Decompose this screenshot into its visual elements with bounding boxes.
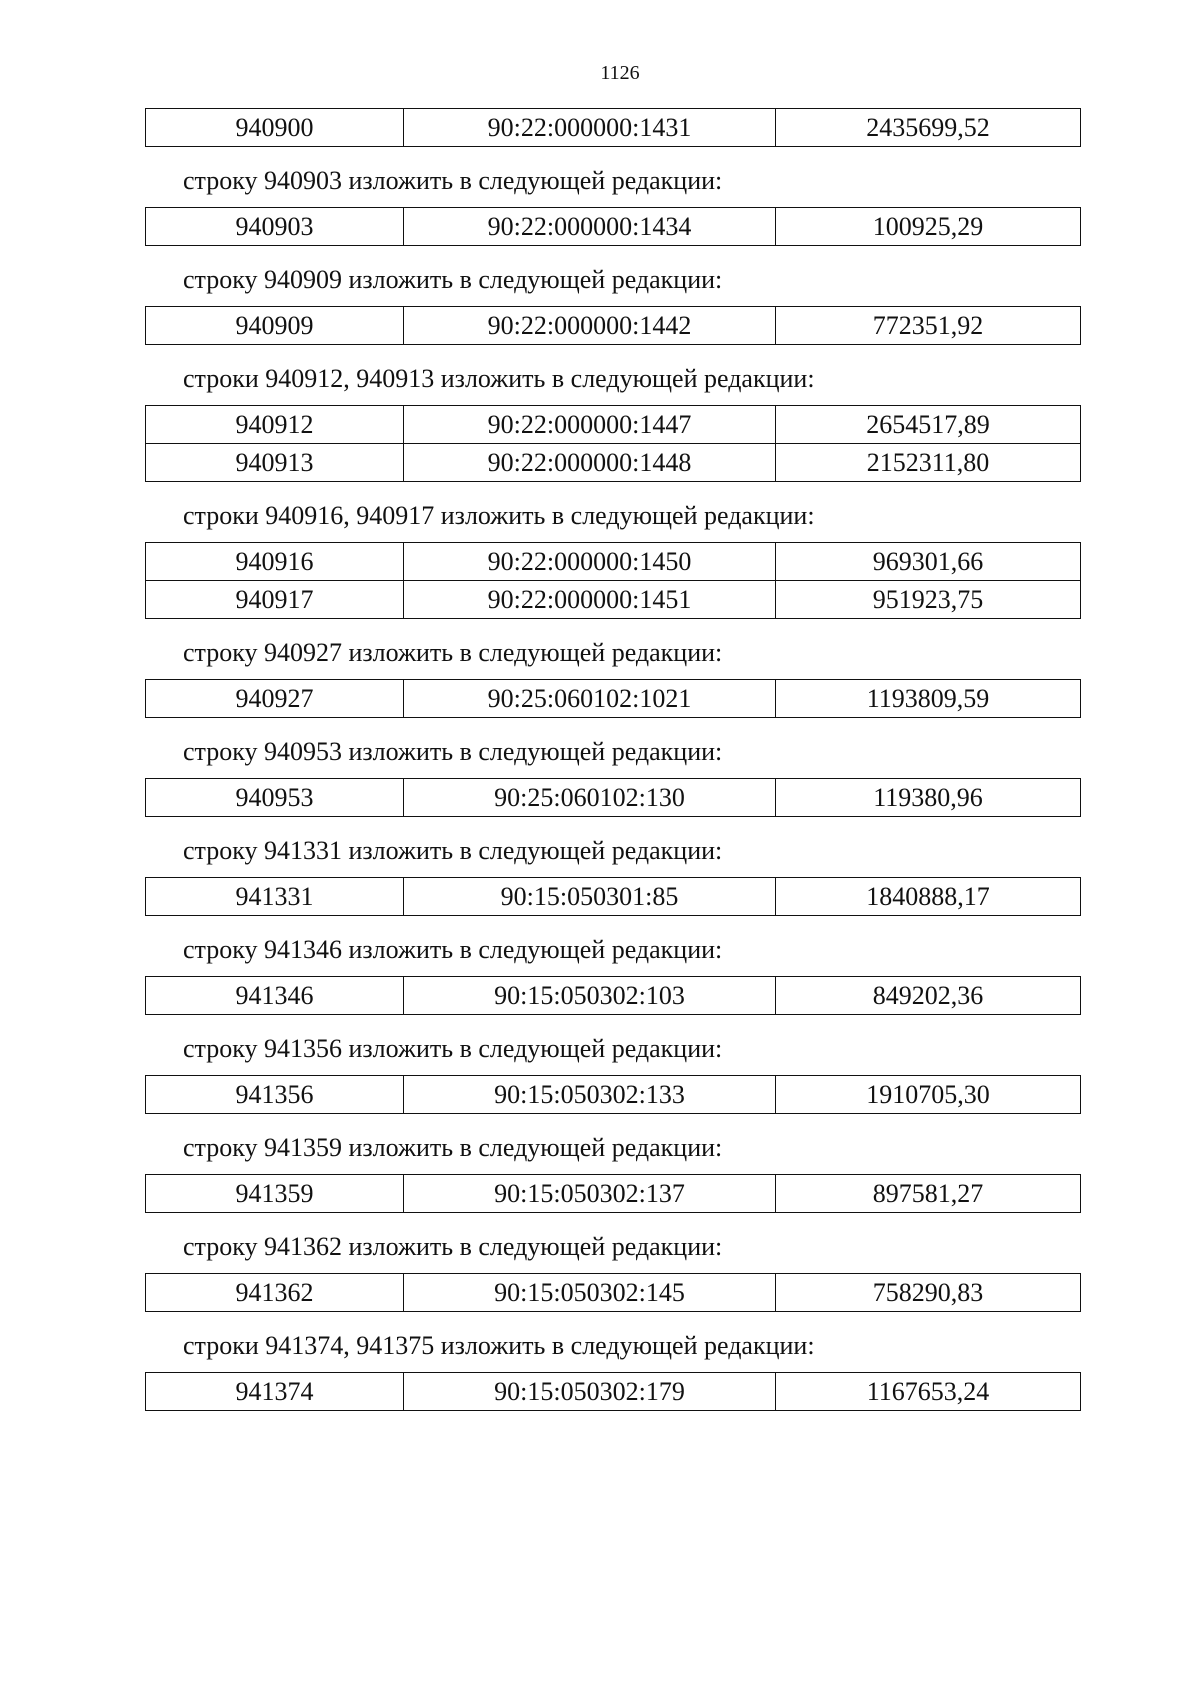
value-cell: 951923,75 — [776, 581, 1081, 619]
data-table — [145, 542, 1081, 619]
amendment-instruction: строку 940909 изложить в следующей редакции: — [183, 265, 723, 294]
amendment-block — [145, 934, 1080, 1015]
amendment-instruction: строку 941359 изложить в следующей редакции: — [183, 1133, 723, 1162]
amendment-block — [145, 1132, 1080, 1213]
value-cell: 119380,96 — [776, 779, 1081, 817]
value-cell: 2435699,52 — [776, 109, 1081, 147]
amendment-instruction: строку 940927 изложить в следующей редакции: — [183, 638, 723, 667]
value-cell: 772351,92 — [776, 307, 1081, 345]
amendment-block — [145, 637, 1080, 718]
data-table — [145, 306, 1081, 345]
table-row — [146, 208, 1081, 246]
amendment-block — [145, 1330, 1080, 1411]
value-cell: 1910705,30 — [776, 1076, 1081, 1114]
amendment-instruction: строки 941374, 941375 изложить в следующей редакции: — [183, 1331, 815, 1360]
row-number-cell: 941374 — [146, 1373, 404, 1411]
value-cell: 897581,27 — [776, 1175, 1081, 1213]
data-table — [145, 405, 1081, 482]
amendment-instruction: строки 940912, 940913 изложить в следующей редакции: — [183, 364, 815, 393]
amendment-instruction: строку 941331 изложить в следующей редакции: — [183, 836, 723, 865]
cadastral-number-cell: 90:15:050302:133 — [404, 1076, 776, 1114]
amendment-block — [145, 736, 1080, 817]
data-table — [145, 1273, 1081, 1312]
cadastral-number-cell: 90:22:000000:1442 — [404, 307, 776, 345]
cadastral-number-cell: 90:25:060102:130 — [404, 779, 776, 817]
amendment-instruction: строку 941362 изложить в следующей редакции: — [183, 1232, 723, 1261]
data-table — [145, 1372, 1081, 1411]
cadastral-number-cell: 90:22:000000:1431 — [404, 109, 776, 147]
table-row — [146, 680, 1081, 718]
amendment-instruction: строку 941346 изложить в следующей редакции: — [183, 935, 723, 964]
amendment-block — [145, 264, 1080, 345]
row-number-cell: 941362 — [146, 1274, 404, 1312]
row-number-cell: 940913 — [146, 444, 404, 482]
data-table — [145, 1075, 1081, 1114]
table-row — [146, 406, 1081, 444]
amendment-block — [145, 108, 1080, 147]
data-table — [145, 1174, 1081, 1213]
value-cell: 100925,29 — [776, 208, 1081, 246]
value-cell: 758290,83 — [776, 1274, 1081, 1312]
row-number-cell: 940909 — [146, 307, 404, 345]
cadastral-number-cell: 90:22:000000:1451 — [404, 581, 776, 619]
amendment-block — [145, 500, 1080, 619]
cadastral-number-cell: 90:25:060102:1021 — [404, 680, 776, 718]
row-number-cell: 940917 — [146, 581, 404, 619]
row-number-cell: 941346 — [146, 977, 404, 1015]
value-cell: 1167653,24 — [776, 1373, 1081, 1411]
value-cell: 849202,36 — [776, 977, 1081, 1015]
cadastral-number-cell: 90:22:000000:1434 — [404, 208, 776, 246]
value-cell: 2152311,80 — [776, 444, 1081, 482]
value-cell: 1193809,59 — [776, 680, 1081, 718]
row-number-cell: 941331 — [146, 878, 404, 916]
value-cell: 969301,66 — [776, 543, 1081, 581]
table-row — [146, 1274, 1081, 1312]
amendment-instruction: строку 940903 изложить в следующей редакции: — [183, 166, 723, 195]
table-row — [146, 878, 1081, 916]
row-number-cell: 940953 — [146, 779, 404, 817]
data-table — [145, 976, 1081, 1015]
amendment-block — [145, 1231, 1080, 1312]
table-row — [146, 779, 1081, 817]
table-row — [146, 444, 1081, 482]
row-number-cell: 941359 — [146, 1175, 404, 1213]
page-number: 1126 — [600, 62, 640, 84]
cadastral-number-cell: 90:22:000000:1450 — [404, 543, 776, 581]
amendment-block — [145, 363, 1080, 482]
cadastral-number-cell: 90:15:050302:145 — [404, 1274, 776, 1312]
amendment-instruction: строку 941356 изложить в следующей редакции: — [183, 1034, 723, 1063]
amendment-block — [145, 1033, 1080, 1114]
amendment-block — [145, 835, 1080, 916]
table-row — [146, 307, 1081, 345]
data-table — [145, 679, 1081, 718]
amendment-instruction: строку 940953 изложить в следующей редакции: — [183, 737, 723, 766]
row-number-cell: 941356 — [146, 1076, 404, 1114]
row-number-cell: 940903 — [146, 208, 404, 246]
cadastral-number-cell: 90:15:050302:103 — [404, 977, 776, 1015]
table-row — [146, 1373, 1081, 1411]
amendment-block — [145, 165, 1080, 246]
cadastral-number-cell: 90:22:000000:1448 — [404, 444, 776, 482]
data-table — [145, 778, 1081, 817]
table-row — [146, 977, 1081, 1015]
table-row — [146, 581, 1081, 619]
cadastral-number-cell: 90:15:050302:137 — [404, 1175, 776, 1213]
table-row — [146, 543, 1081, 581]
amendment-instruction: строки 940916, 940917 изложить в следующей редакции: — [183, 501, 815, 530]
document-body — [145, 108, 1080, 1411]
data-table — [145, 108, 1081, 147]
value-cell: 1840888,17 — [776, 878, 1081, 916]
row-number-cell: 940916 — [146, 543, 404, 581]
data-table — [145, 207, 1081, 246]
value-cell: 2654517,89 — [776, 406, 1081, 444]
row-number-cell: 940927 — [146, 680, 404, 718]
row-number-cell: 940912 — [146, 406, 404, 444]
row-number-cell: 940900 — [146, 109, 404, 147]
table-row — [146, 1076, 1081, 1114]
data-table — [145, 877, 1081, 916]
cadastral-number-cell: 90:22:000000:1447 — [404, 406, 776, 444]
table-row — [146, 1175, 1081, 1213]
cadastral-number-cell: 90:15:050301:85 — [404, 878, 776, 916]
cadastral-number-cell: 90:15:050302:179 — [404, 1373, 776, 1411]
table-row — [146, 109, 1081, 147]
